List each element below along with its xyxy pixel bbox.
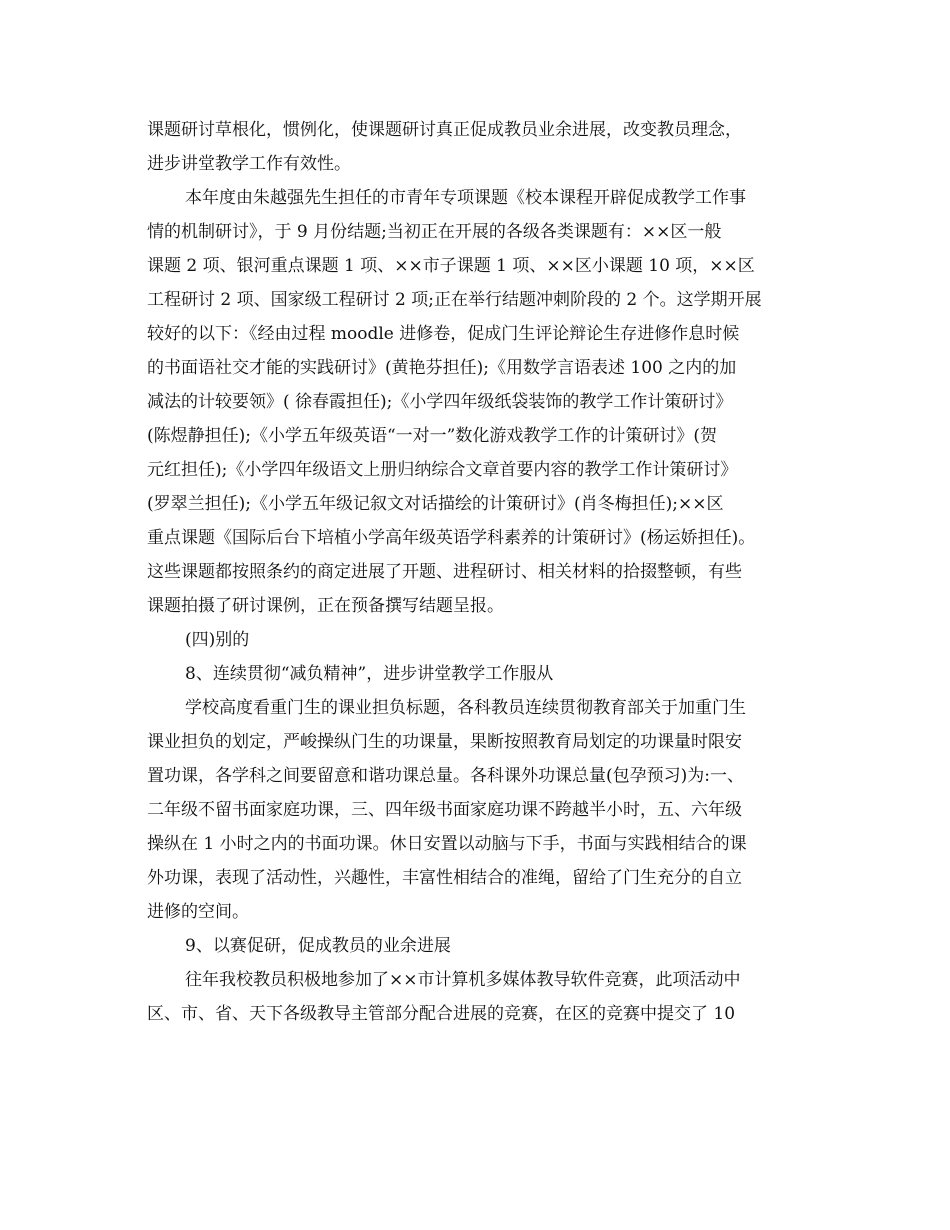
text-line: 置功课，各学科之间要留意和谐功课总量。各科课外功课总量(包孕预习)为:一、 bbox=[147, 766, 744, 786]
text-line: 二年级不留书面家庭功课，三、四年级书面家庭功课不跨越半小时，五、六年级 bbox=[147, 800, 742, 820]
text-line: 减法的计较要领》( 徐春霞担任);《小学四年级纸袋装饰的教学工作计策研讨》 bbox=[147, 392, 733, 412]
subsection-heading: 8、连续贯彻“减负精神”，进步讲堂教学工作服从 bbox=[185, 664, 554, 684]
text-line: 进修的空间。 bbox=[147, 902, 249, 922]
text-line: 较好的以下：《经由过程 moodle 进修卷，促成门生评论辩论生存进修作息时候 bbox=[147, 324, 740, 344]
text-line: 这些课题都按照条约的商定进展了开题、进程研讨、相关材料的拾掇整顿，有些 bbox=[147, 562, 742, 582]
section-heading: (四)别的 bbox=[185, 630, 250, 650]
paragraph-start-line: 学校高度看重门生的课业担负标题，各科教员连续贯彻教育部关于加重门生 bbox=[185, 698, 746, 718]
document-body bbox=[147, 113, 812, 1031]
text-line: 重点课题《国际后台下培植小学高年级英语学科素养的计策研讨》(杨运娇担任)。 bbox=[147, 528, 756, 548]
text-line: 外功课，表现了活动性，兴趣性，丰富性相结合的准绳，留给了门生充分的自立 bbox=[147, 868, 742, 888]
text-line: 情的机制研讨》，于 9 月份结题;当初正在开展的各级各类课题有：××区一般 bbox=[147, 222, 722, 242]
text-line: 课题研讨草根化，惯例化，使课题研讨真正促成教员业余进展，改变教员理念， bbox=[147, 120, 742, 140]
text-line: 课题 2 项、银河重点课题 1 项、××市子课题 1 项、××区小课题 10 项，××区 bbox=[147, 256, 755, 276]
text-line: (罗翠兰担任);《小学五年级记叙文对话描绘的计策研讨》(肖冬梅担任);××区 bbox=[147, 494, 724, 514]
text-line: 元红担任);《小学四年级语文上册归纳综合文章首要内容的教学工作计策研讨》 bbox=[147, 460, 738, 480]
subsection-heading: 9、以赛促研，促成教员的业余进展 bbox=[185, 936, 451, 956]
text-line: 区、市、省、天下各级教导主管部分配合进展的竞赛，在区的竞赛中提交了 10 bbox=[147, 1004, 736, 1024]
text-line: (陈煜静担任);《小学五年级英语“一对一”数化游戏教学工作的计策研讨》(贺 bbox=[147, 426, 718, 446]
text-line: 课业担负的划定，严峻操纵门生的功课量，果断按照教育局划定的功课量时限安 bbox=[147, 732, 742, 752]
text-line: 操纵在 1 小时之内的书面功课。休日安置以动脑与下手，书面与实践相结合的课 bbox=[147, 834, 747, 854]
text-line: 进步讲堂教学工作有效性。 bbox=[147, 154, 351, 174]
text-line: 工程研讨 2 项、国家级工程研讨 2 项;正在举行结题冲刺阶段的 2 个。这学期开展 bbox=[147, 290, 762, 310]
paragraph-start-line: 本年度由朱越强先生担任的市青年专项课题《校本课程开辟促成教学工作事 bbox=[185, 188, 746, 208]
text-line: 的书面语社交才能的实践研讨》(黄艳芬担任);《用数学言语表述 100 之内的加 bbox=[147, 358, 737, 378]
text-line: 课题拍摄了研讨课例，正在预备撰写结题呈报。 bbox=[147, 596, 504, 616]
paragraph-start-line: 往年我校教员积极地参加了××市计算机多媒体教导软件竞赛，此项活动中 bbox=[185, 970, 741, 990]
